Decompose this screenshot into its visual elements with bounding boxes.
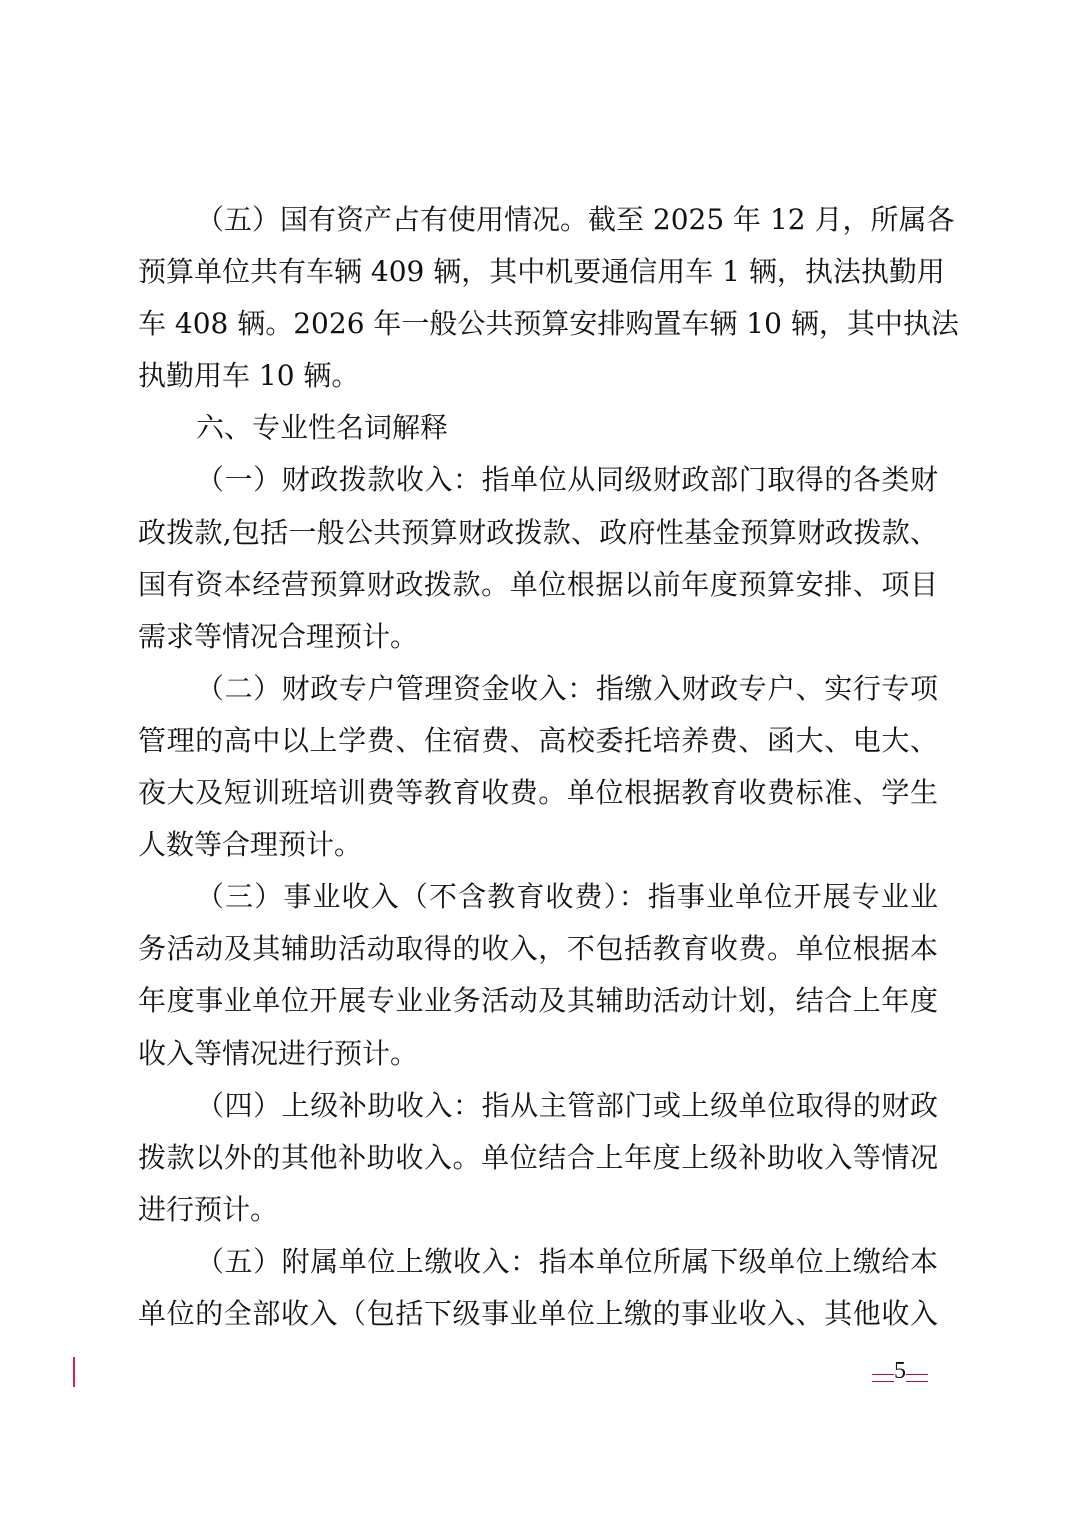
paragraph-line: 务活动及其辅助活动取得的收入，不包括教育收费。单位根据本 — [138, 932, 938, 966]
binding-margin-mark — [73, 1357, 75, 1387]
paragraph-line: 夜大及短训班培训费等教育收费。单位根据教育收费标准、学生 — [138, 776, 938, 810]
paragraph-line: 进行预计。 — [138, 1192, 279, 1226]
paragraph-line: 国有资本经营预算财政拨款。单位根据以前年度预算安排、项目 — [138, 567, 938, 601]
paragraph-line: （二）财政专户管理资金收入：指缴入财政专户、实行专项 — [196, 671, 938, 705]
paragraph-line: （一）财政拨款收入：指单位从同级财政部门取得的各类财 — [196, 463, 938, 497]
paragraph-line: 收入等情况进行预计。 — [138, 1036, 419, 1070]
paragraph-line: 管理的高中以上学费、住宿费、高校委托培养费、函大、电大、 — [138, 723, 938, 757]
paragraph-line: （五）附属单位上缴收入：指本单位所属下级单位上缴给本 — [196, 1244, 938, 1278]
paragraph-line: 执勤用车 10 辆。 — [138, 359, 360, 393]
paragraph-line: 车 408 辆。2026 年一般公共预算安排购置车辆 10 辆，其中执法 — [138, 307, 959, 341]
paragraph-line: 年度事业单位开展专业业务活动及其辅助活动计划，结合上年度 — [138, 984, 938, 1018]
page-number-dash-left — [872, 1374, 894, 1382]
page-number-dash-right — [906, 1374, 928, 1382]
paragraph-line: 预算单位共有车辆 409 辆，其中机要通信用车 1 辆，执法执勤用 — [138, 255, 945, 289]
paragraph-line: （四）上级补助收入：指从主管部门或上级单位取得的财政 — [196, 1088, 938, 1122]
page-number-text: 5 — [894, 1358, 906, 1384]
paragraph-line: 需求等情况合理预计。 — [138, 619, 419, 653]
paragraph-line: 人数等合理预计。 — [138, 828, 363, 862]
paragraph-line: 拨款以外的其他补助收入。单位结合上年度上级补助收入等情况 — [138, 1140, 938, 1174]
section-heading: 六、专业性名词解释 — [196, 411, 449, 445]
page-number — [872, 1358, 928, 1385]
paragraph-line: 单位的全部收入（包括下级事业单位上缴的事业收入、其他收入 — [138, 1296, 938, 1330]
document-body — [138, 194, 959, 1340]
paragraph-line: 政拨款,包括一般公共预算财政拨款、政府性基金预算财政拨款、 — [138, 515, 938, 549]
paragraph-line: （三）事业收入（不含教育收费）：指事业单位开展专业业 — [196, 880, 938, 914]
paragraph-line: （五）国有资产占有使用情况。截至 2025 年 12 月，所属各 — [196, 203, 955, 236]
